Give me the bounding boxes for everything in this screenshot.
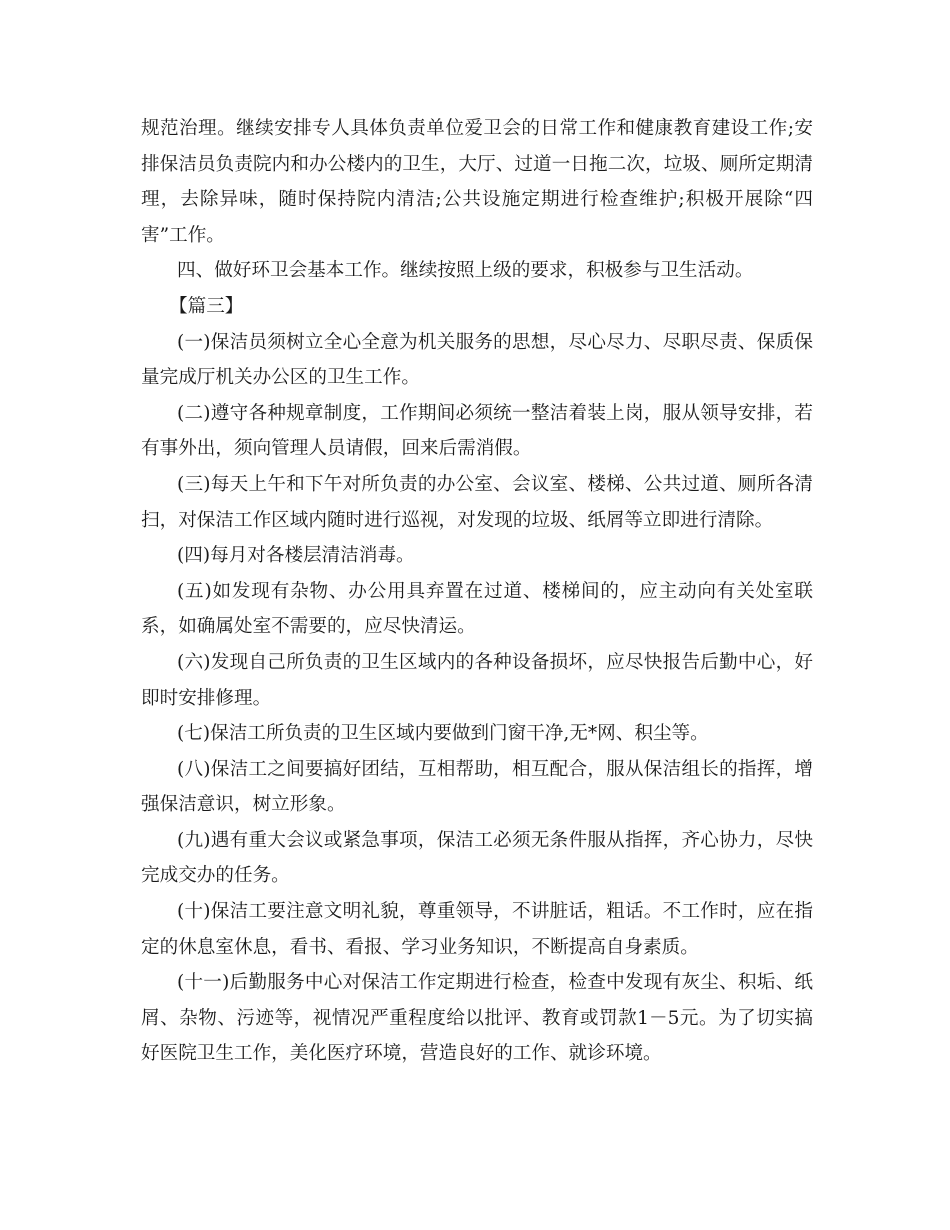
paragraph-item-1: (一)保洁员须树立全心全意为机关服务的思想，尽心尽力、尽职尽责、保质保量完成厅机关办公区的卫生工作。: [141, 331, 813, 389]
paragraph-item-7: (七)保洁工所负责的卫生区域内要做到门窗干净,无*网、积尘等。: [177, 723, 709, 745]
paragraph-item-5: (五)如发现有杂物、办公用具弃置在过道、楼梯间的，应主动向有关处室联系，如确属处室不需要的，应尽快清运。: [141, 580, 813, 638]
document-body: [141, 111, 813, 1072]
paragraph-section-four: 四、做好环卫会基本工作。继续按照上级的要求，积极参与卫生活动。: [177, 260, 754, 282]
paragraph-item-2: (二)遵守各种规章制度，工作期间必须统一整洁着装上岗，服从领导安排，若有事外出，须向管理人员请假，回来后需消假。: [141, 402, 813, 460]
paragraph-continuation: 规范治理。继续安排专人具体负责单位爱卫会的日常工作和健康教育建设工作;安排保洁员负责院内和办公楼内的卫生，大厅、过道一日拖二次，垃圾、厕所定期清理，去除异味，随时保持院内清洁;公共设施定期进行检查维护;积极开展除“四害”工作。: [141, 118, 813, 246]
section-heading: 【篇三】: [169, 295, 244, 317]
paragraph-item-11: (十一)后勤服务中心对保洁工作定期进行检查，检查中发现有灰尘、积垢、纸屑、杂物、污迹等，视情况严重程度给以批评、教育或罚款1－5元。为了切实搞好医院卫生工作，美化医疗环境，营造良好的工作、就诊环境。: [141, 972, 813, 1065]
paragraph-item-10: (十)保洁工要注意文明礼貌，尊重领导，不讲脏话，粗话。不工作时，应在指定的休息室休息，看书、看报、学习业务知识，不断提高自身素质。: [141, 901, 813, 958]
paragraph-item-9: (九)遇有重大会议或紧急事项，保洁工必须无条件服从指挥，齐心协力，尽快完成交办的任务。: [141, 829, 813, 887]
paragraph-item-4: (四)每月对各楼层清洁消毒。: [177, 545, 415, 567]
paragraph-item-8: (八)保洁工之间要搞好团结，互相帮助，相互配合，服从保洁组长的指挥，增强保洁意识，树立形象。: [141, 758, 813, 816]
paragraph-item-3: (三)每天上午和下午对所负责的办公室、会议室、楼梯、公共过道、厕所各清扫，对保洁工作区域内随时进行巡视，对发现的垃圾、纸屑等立即进行清除。: [141, 473, 813, 531]
paragraph-item-6: (六)发现自己所负责的卫生区域内的各种设备损坏，应尽快报告后勤中心，好即时安排修理。: [141, 651, 813, 709]
